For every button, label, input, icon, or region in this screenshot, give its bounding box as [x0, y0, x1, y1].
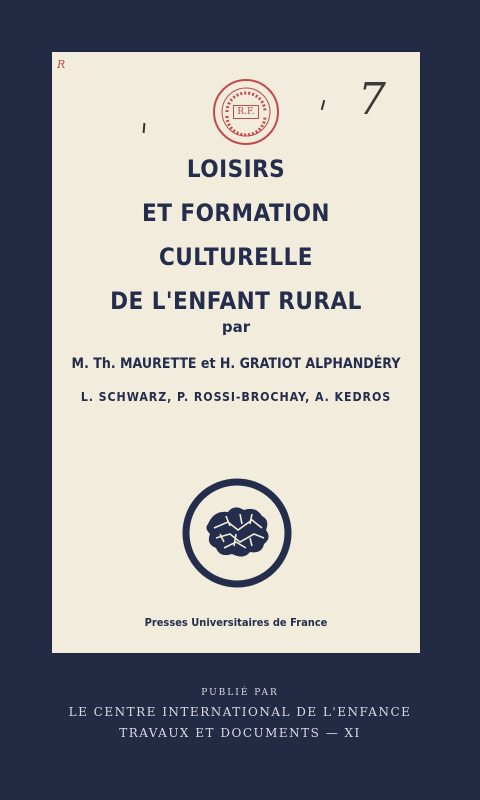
title-line-1: LOISIRS [186, 155, 286, 183]
handwritten-mark-r: R [57, 58, 66, 71]
publisher-name: Presses Universitaires de France [144, 616, 328, 629]
title-line-2: ET FORMATION CULTURELLE [142, 199, 330, 271]
authors-main: M. Th. MAURETTE et H. GRATIOT ALPHANDÉRY [71, 356, 401, 372]
library-stamp-icon [213, 79, 279, 145]
byline-par: par [221, 318, 251, 336]
cover-panel [52, 52, 420, 653]
handwritten-number: 7 [358, 74, 386, 125]
stamp-label: R.F. [233, 105, 258, 119]
published-by-label: PUBLIÉ PAR [201, 688, 279, 698]
publisher-organization: LE CENTRE INTERNATIONAL DE L'ENFANCE [68, 705, 412, 719]
publisher-emblem-icon [180, 476, 294, 590]
book-title [70, 147, 401, 323]
title-line-3: DE L'ENFANT RURAL [110, 287, 362, 315]
handwritten-tick [143, 123, 146, 133]
handwritten-tick [321, 100, 326, 110]
series-title: TRAVAUX ET DOCUMENTS — XI [119, 726, 361, 740]
authors-secondary: L. SCHWARZ, P. ROSSI-BROCHAY, A. KEDROS [80, 390, 392, 404]
